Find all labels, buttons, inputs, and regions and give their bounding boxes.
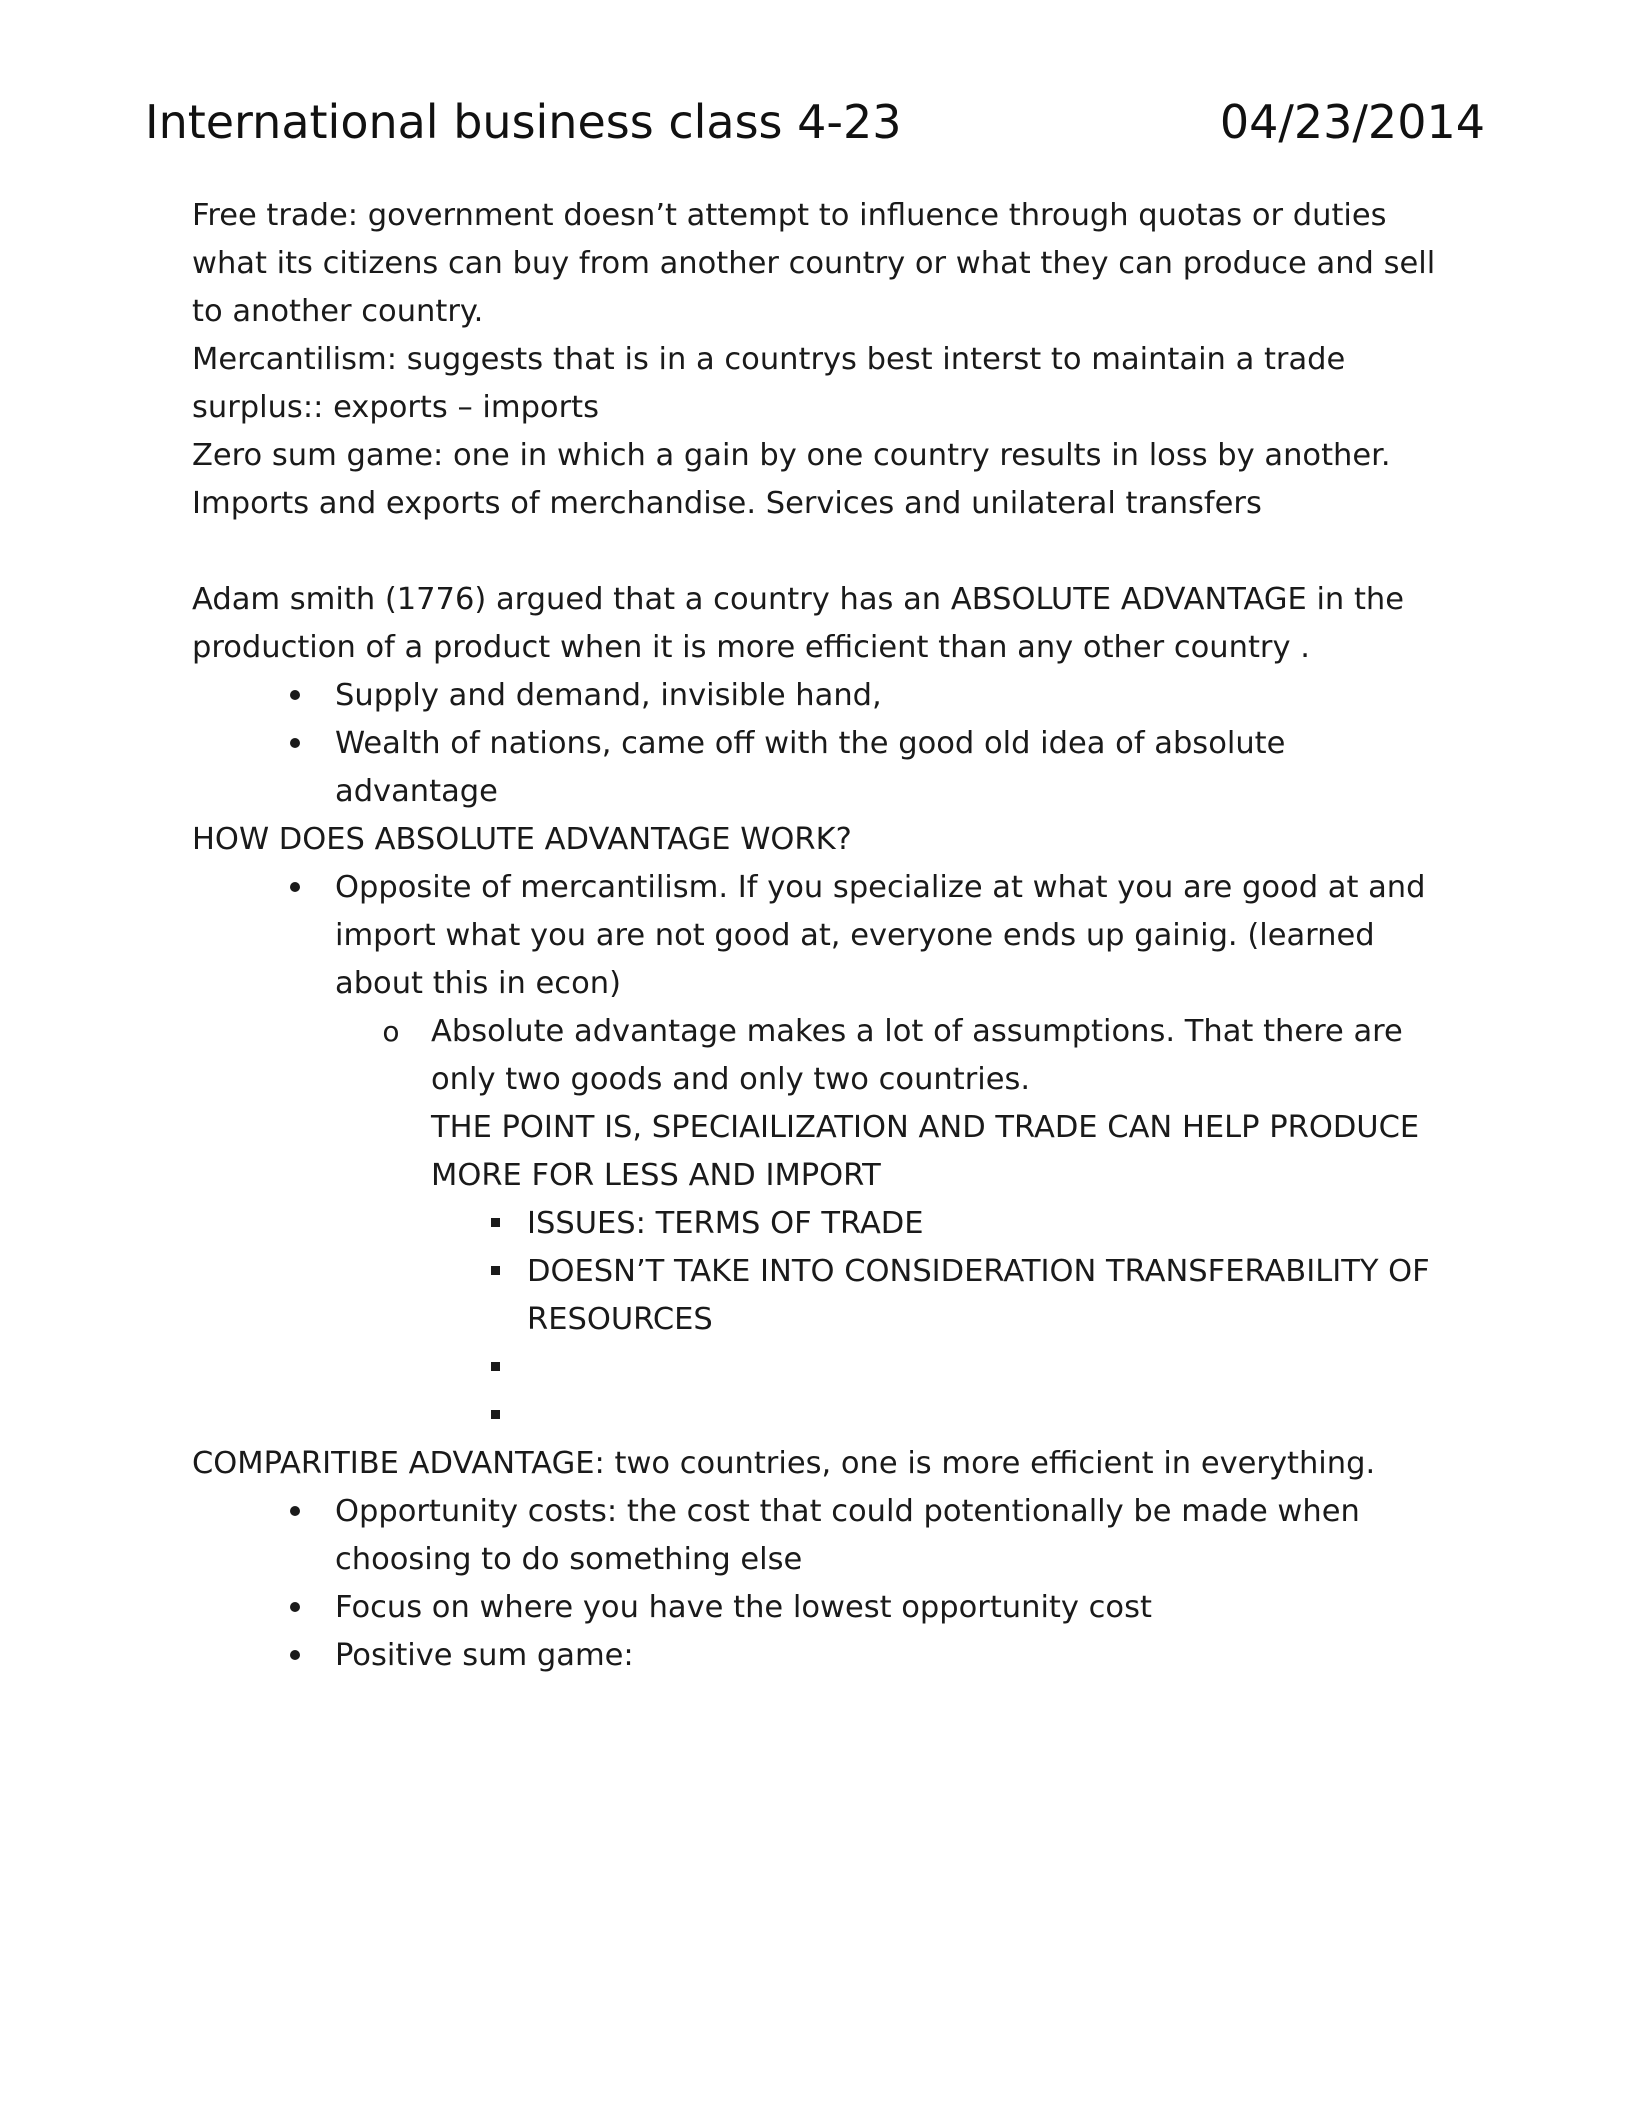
list-item (527, 1392, 1452, 1440)
list-item (527, 1200, 1452, 1248)
list-item (335, 672, 1452, 720)
document-body (192, 192, 1452, 1680)
sub-sub-bullet-list (527, 1200, 1452, 1440)
list-item-text: Positive sum game: (335, 1638, 634, 1673)
mercantilism-paragraph: Mercantilism: suggests that is in a countrys best interst to maintain a trade surplus:: exports – imports (192, 342, 1346, 425)
adam-smith-paragraph: Adam smith (1776) argued that a country has an ABSOLUTE ADVANTAGE in the production of a product when it is more efficient than any other country . (192, 582, 1405, 665)
list-item-text: Focus on where you have the lowest opportunity cost (335, 1590, 1152, 1625)
bullet-dot-icon (285, 1488, 305, 1536)
zero-sum-paragraph: Zero sum game: one in which a gain by one country results in loss by another. (192, 438, 1391, 473)
list-item-text: Absolute advantage makes a lot of assumptions. That there are only two goods and only two countries. (431, 1014, 1403, 1097)
list-item (335, 864, 1452, 1440)
adam-smith-bullet-list (335, 672, 1452, 816)
list-item (335, 1584, 1452, 1632)
list-item-text: THE POINT IS, SPECIAILIZATION AND TRADE CAN HELP PRODUCE MORE FOR LESS AND IMPORT (431, 1110, 1420, 1193)
list-item (335, 1488, 1452, 1584)
bullet-dot-icon (285, 1584, 305, 1632)
document-title: International business class 4-23 (145, 95, 902, 149)
list-item-text: ISSUES: TERMS OF TRADE (527, 1206, 924, 1241)
imports-exports-paragraph: Imports and exports of merchandise. Services and unilateral transfers (192, 486, 1262, 521)
bullet-dot-icon (285, 720, 305, 768)
list-item (382, 1008, 1452, 1440)
comparative-bullet-list (335, 1488, 1452, 1680)
list-item (335, 1632, 1452, 1680)
bullet-square-icon (485, 1344, 505, 1392)
bullet-dot-icon (285, 864, 305, 912)
bullet-circle-icon: o (382, 1015, 400, 1048)
how-absolute-bullet-list (335, 864, 1452, 1440)
list-item (527, 1248, 1452, 1344)
list-item (527, 1344, 1452, 1392)
blank-line (192, 528, 1452, 576)
list-item-text: DOESN’T TAKE INTO CONSIDERATION TRANSFERABILITY OF RESOURCES (527, 1254, 1430, 1337)
list-item-text: Opposite of mercantilism. If you specialize at what you are good at and import what you are not good at, everyone ends up gainig. (learned about this in econ) (335, 870, 1426, 1001)
document-header (145, 92, 1485, 152)
bullet-square-icon (485, 1200, 505, 1248)
bullet-dot-icon (285, 672, 305, 720)
list-item (335, 720, 1452, 816)
document-date: 04/23/2014 (1219, 95, 1485, 149)
list-item-text: Supply and demand, invisible hand, (335, 678, 882, 713)
list-item-text: Opportunity costs: the cost that could potentionally be made when choosing to do something else (335, 1494, 1360, 1577)
how-absolute-heading: HOW DOES ABSOLUTE ADVANTAGE WORK? (192, 822, 852, 857)
free-trade-paragraph: Free trade: government doesn’t attempt to influence through quotas or duties what its citizens can buy from another country or what they can produce and sell to another country. (192, 198, 1436, 329)
list-item-text: Wealth of nations, came off with the good old idea of absolute advantage (335, 726, 1286, 809)
bullet-square-icon (485, 1248, 505, 1296)
comparative-advantage-paragraph: COMPARITIBE ADVANTAGE: two countries, one is more efficient in everything. (192, 1446, 1376, 1481)
sub-bullet-list (382, 1008, 1452, 1440)
bullet-dot-icon (285, 1632, 305, 1680)
bullet-square-icon (485, 1392, 505, 1440)
